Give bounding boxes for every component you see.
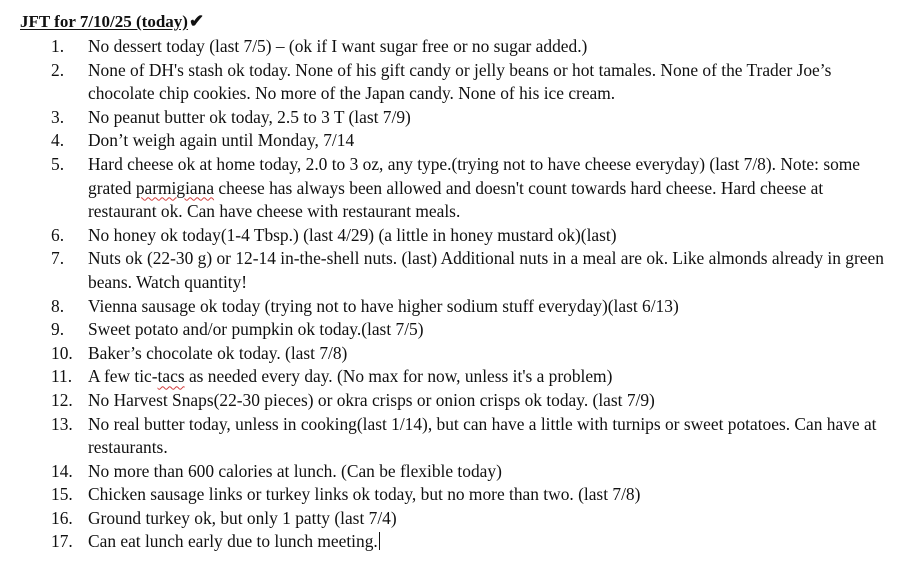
list-item-number: 15.: [51, 484, 73, 505]
list-item-number: 9.: [51, 319, 65, 340]
list-item-text: Can eat lunch early due to lunch meeting.: [88, 531, 378, 552]
list-item: [0, 129, 915, 153]
list-item-text: No honey ok today(1-4 Tbsp.) (last 4/29) (a little in honey mustard ok)(last): [88, 224, 617, 245]
numbered-list: [0, 35, 915, 554]
list-item: [0, 483, 915, 507]
list-item-number: 17.: [51, 531, 73, 552]
list-item-number: 4.: [51, 130, 65, 151]
list-item: [0, 247, 915, 294]
list-item: [0, 460, 915, 484]
list-item-text-continued: as needed every day. (No max for now, unless it's a problem): [184, 366, 613, 387]
list-item: [0, 413, 915, 460]
text-cursor: [379, 532, 380, 550]
list-item-number: 16.: [51, 507, 73, 528]
list-item: [0, 35, 915, 59]
spellcheck-flagged-word[interactable]: tacs: [157, 366, 185, 387]
list-item: [0, 507, 915, 531]
list-item-text: A few tic-: [88, 366, 158, 387]
list-item-text: No more than 600 calories at lunch. (Can be flexible today): [88, 460, 502, 481]
document-title: [20, 9, 204, 34]
list-item-text: No dessert today (last 7/5) – (ok if I want sugar free or no sugar added.): [88, 36, 588, 56]
list-item: [0, 153, 915, 224]
list-item-number: 6.: [51, 224, 65, 245]
list-item-number: 14.: [51, 460, 73, 481]
list-item-text: None of DH's stash ok today. None of his gift candy or jelly beans or hot tamales. None of the Trader Joe’s chocolate chip cookies. No more of the Japan candy. None of his ice cream.: [88, 59, 832, 104]
list-item-text: Nuts ok (22-30 g) or 12-14 in-the-shell nuts. (last) Additional nuts in a meal are ok. Like almonds already in green beans. Watch quantity!: [88, 248, 884, 292]
list-item-number: 5.: [51, 153, 65, 174]
list-item-number: 8.: [51, 295, 65, 316]
list-item-text: Vienna sausage ok today (trying not to have higher sodium stuff everyday)(last 6/13): [88, 295, 679, 316]
list-item: [0, 530, 915, 554]
checkmark-icon: ✔: [188, 11, 205, 31]
title-text: JFT for 7/10/25 (today): [20, 12, 188, 31]
list-item-text: Ground turkey ok, but only 1 patty (last 7/4): [88, 507, 397, 528]
list-item-text: No Harvest Snaps(22-30 pieces) or okra crisps or onion crisps ok today. (last 7/9): [88, 389, 655, 410]
list-item-number: 1.: [51, 36, 65, 56]
list-item-text: Hard cheese ok at home today, 2.0 to 3 oz, any type.(trying not to have cheese everyday) (last 7/8). Note: some grated: [88, 153, 861, 198]
list-item: [0, 342, 915, 366]
list-item-text: Chicken sausage links or turkey links ok today, but no more than two. (last 7/8): [88, 484, 641, 505]
list-item-text: Don’t weigh again until Monday, 7/14: [88, 130, 355, 151]
list-item-number: 2.: [51, 59, 65, 80]
list-item-text: Baker’s chocolate ok today. (last 7/8): [88, 342, 348, 363]
list-item-number: 7.: [51, 248, 65, 269]
list-item-text: No peanut butter ok today, 2.5 to 3 T (last 7/9): [88, 106, 411, 127]
list-item-number: 11.: [51, 366, 73, 387]
list-item-text: No real butter today, unless in cooking(last 1/14), but can have a little with turnips or sweet potatoes. Can have at restaurants.: [88, 413, 877, 458]
list-item-text-continued: cheese has always been allowed and doesn't count towards hard cheese. Hard cheese at restaurant ok. Can have cheese with restaurant meals.: [88, 177, 824, 222]
list-item: [0, 389, 915, 413]
list-item: [0, 318, 915, 342]
spellcheck-flagged-word[interactable]: parmigiana: [135, 177, 215, 198]
list-item-number: 10.: [51, 342, 73, 363]
list-item: [0, 224, 915, 248]
list-item-text: Sweet potato and/or pumpkin ok today.(last 7/5): [88, 319, 424, 340]
list-item-number: 3.: [51, 106, 65, 127]
list-item: [0, 59, 915, 106]
list-item: [0, 365, 915, 389]
list-item-number: 12.: [51, 389, 73, 410]
list-item: [0, 106, 915, 130]
list-item: [0, 295, 915, 319]
list-item-number: 13.: [51, 413, 73, 434]
